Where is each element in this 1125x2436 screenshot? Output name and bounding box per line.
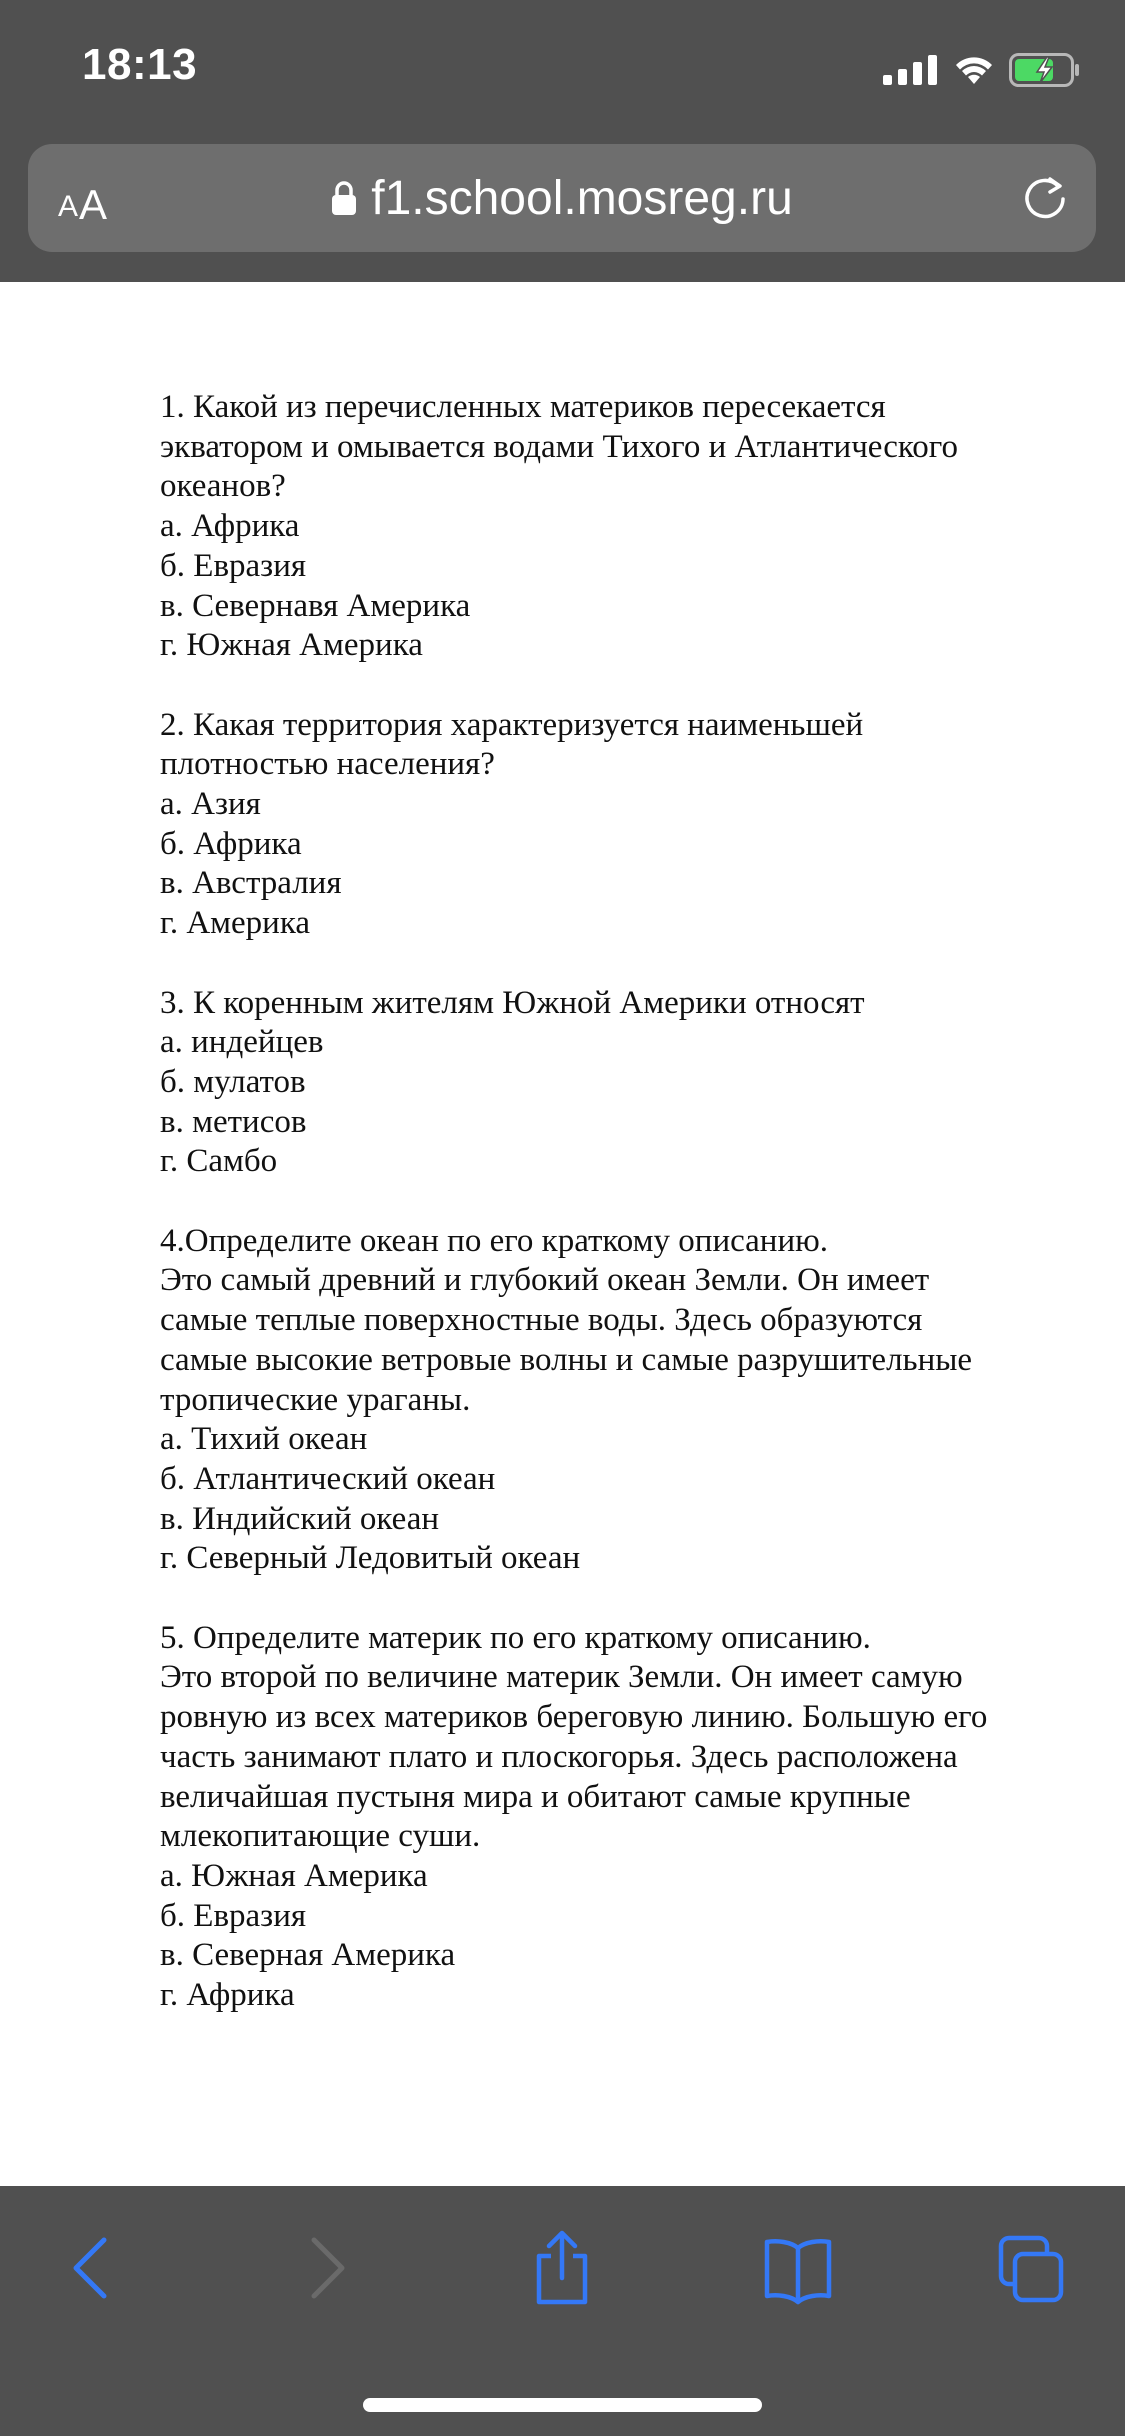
question-text-line: Это второй по величине материк Земли. Он имеет самую (160, 1659, 963, 1696)
answer-option: г. Северный Ледовитый океан (160, 1540, 581, 1577)
question-text-line: величайшая пустыня мира и обитают самые крупные (160, 1778, 911, 1815)
answer-option: в. метисов (160, 1103, 307, 1140)
question-text-line: 1. Какой из перечисленных материков пересекается (160, 389, 886, 425)
question-text-line: ровную из всех материков береговую линию. Большую его (160, 1699, 988, 1736)
answer-option: а. Африка (160, 508, 300, 545)
question-4 (160, 1222, 1040, 1579)
status-bar-icons (883, 50, 1081, 90)
answer-option: а. Азия (160, 786, 261, 823)
question-text-line: 5. Определите материк по его краткому описанию. (160, 1619, 871, 1656)
url-field[interactable] (28, 144, 1096, 252)
answer-option: г. Самбо (160, 1143, 278, 1180)
text-size-large-a: A (79, 181, 108, 228)
question-2 (160, 706, 1040, 944)
question-text-line: самые высокие ветровые волны и самые разрушительные (160, 1341, 973, 1378)
chevron-left-icon[interactable] (58, 2230, 128, 2306)
answer-option: в. Индийский океан (160, 1500, 440, 1537)
wifi-icon (953, 54, 995, 86)
question-text-line: плотностью населения? (160, 746, 495, 783)
reload-icon[interactable] (1020, 174, 1070, 224)
answer-option: б. Атлантический океан (160, 1460, 496, 1497)
question-text-line: океанов? (160, 468, 286, 505)
question-text-line: 3. К коренным жителям Южной Америки относят (160, 984, 865, 1021)
answer-option: а. Тихий океан (160, 1421, 368, 1458)
question-text-line: Это самый древний и глубокий океан Земли. Он имеет (160, 1262, 930, 1299)
quiz-content (160, 388, 1040, 2055)
book-icon[interactable] (763, 2230, 833, 2306)
answer-option: г. Африка (160, 1977, 295, 2014)
share-icon[interactable] (527, 2230, 597, 2306)
text-size-small-a: A (58, 190, 79, 223)
question-5 (160, 1619, 1040, 2016)
question-text-line: часть занимают плато и плоскогорья. Здесь расположена (160, 1738, 958, 1775)
answer-option: а. индейцев (160, 1024, 324, 1061)
chevron-right-icon[interactable] (290, 2230, 360, 2306)
question-text-line: 2. Какая территория характеризуется наименьшей (160, 706, 864, 743)
answer-option: б. Евразия (160, 547, 307, 584)
status-bar-time: 18:13 (82, 40, 198, 89)
question-text-line: экватором и омывается водами Тихого и Атлантического (160, 428, 958, 465)
address-bar[interactable] (28, 144, 1096, 252)
cellular-signal-icon (883, 55, 939, 85)
answer-option: а. Южная Америка (160, 1857, 428, 1894)
question-text-line: самые теплые поверхностные воды. Здесь образуются (160, 1302, 923, 1339)
battery-charging-icon (1009, 53, 1081, 87)
answer-option: г. Америка (160, 905, 311, 942)
lock-icon (331, 180, 357, 216)
answer-option: в. Севернавя Америка (160, 587, 471, 624)
question-text-line: тропические ураганы. (160, 1381, 471, 1418)
question-3 (160, 984, 1040, 1183)
answer-option: в. Северная Америка (160, 1937, 456, 1974)
answer-option: б. мулатов (160, 1063, 306, 1100)
question-text-line: млекопитающие суши. (160, 1818, 481, 1855)
tabs-icon[interactable] (997, 2230, 1067, 2306)
answer-option: г. Южная Америка (160, 627, 423, 664)
question-1 (160, 388, 1040, 666)
answer-option: б. Африка (160, 825, 302, 862)
home-indicator[interactable] (363, 2398, 762, 2412)
url-text: f1.school.mosreg.ru (371, 171, 793, 225)
answer-option: в. Австралия (160, 865, 342, 902)
answer-option: б. Евразия (160, 1897, 307, 1934)
browser-top-chrome (0, 0, 1125, 282)
question-text-line: 4.Определите океан по его краткому описанию. (160, 1222, 829, 1259)
